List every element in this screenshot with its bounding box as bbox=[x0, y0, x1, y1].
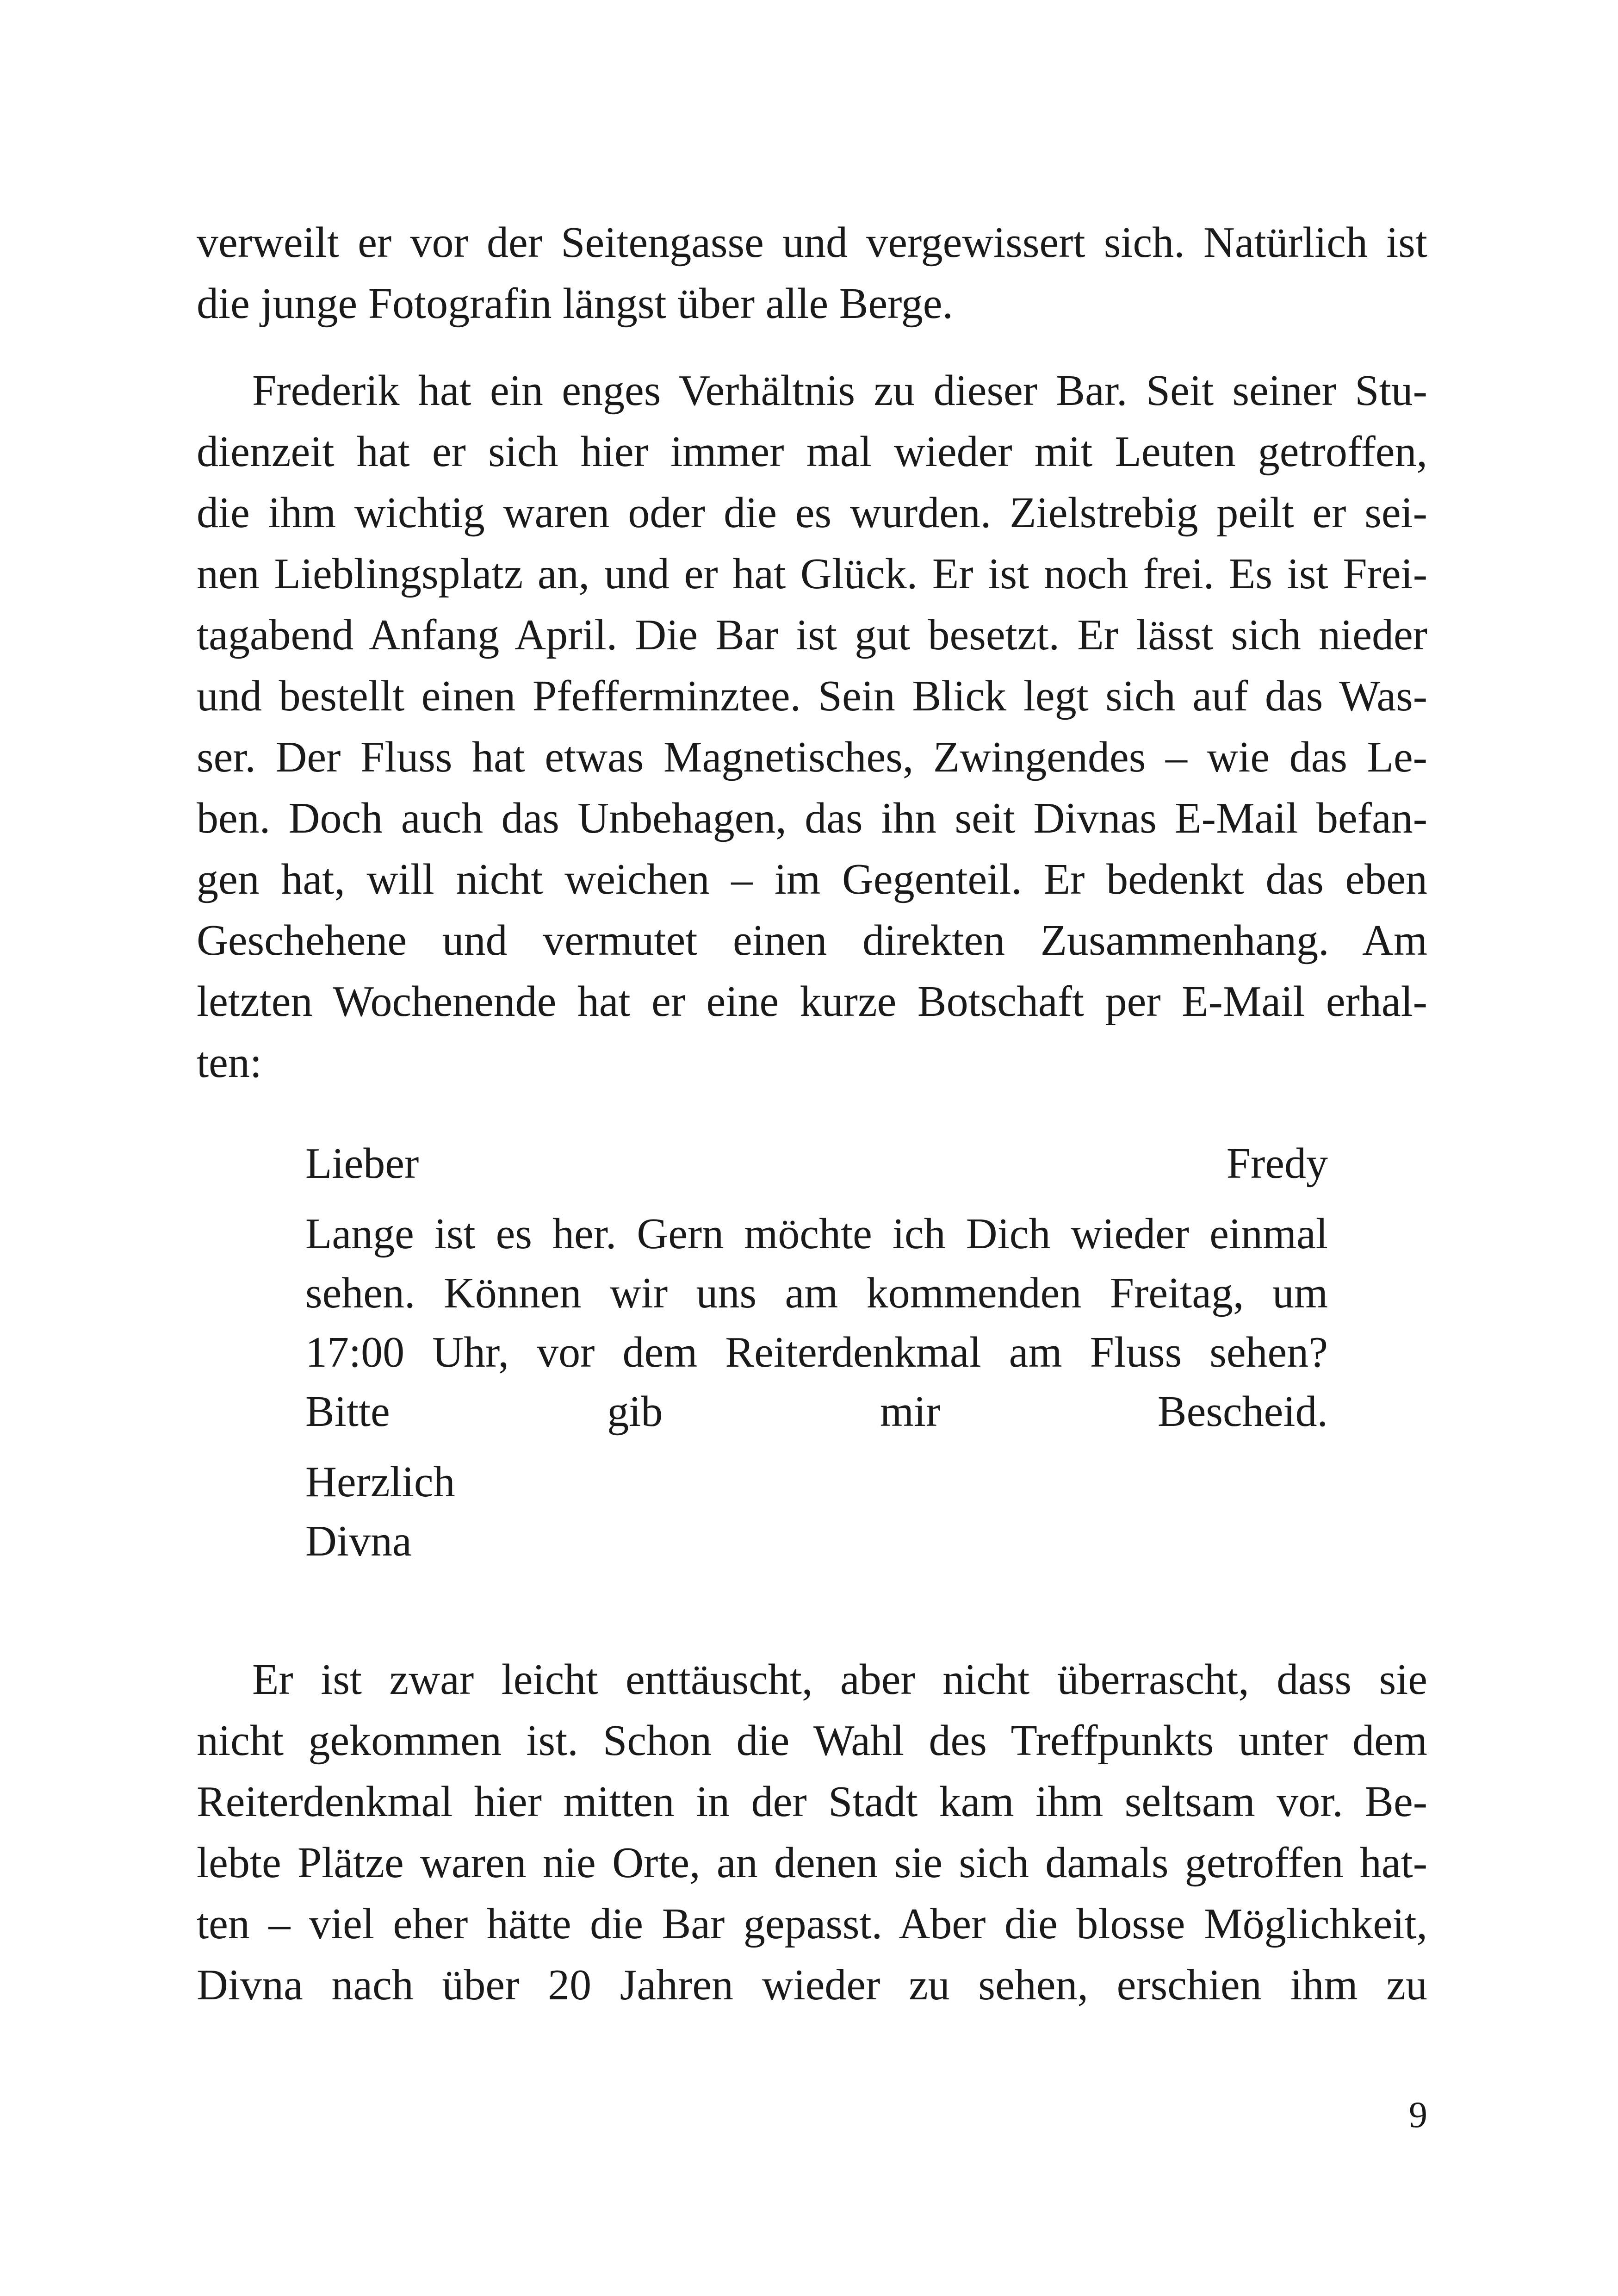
paragraph-1 bbox=[197, 212, 1427, 334]
letter-line: sehen. Können wir uns am kommenden Freitag, um bbox=[305, 1269, 1328, 1317]
text-line: ser. Der Fluss hat etwas Magnetisches, Zwingendes – wie das Le- bbox=[197, 733, 1427, 781]
text-line: nen Lieblingsplatz an, und er hat Glück. Er ist noch frei. Es ist Frei- bbox=[197, 550, 1427, 598]
text-line: gen hat, will nicht weichen – im Gegenteil. Er bedenkt das eben bbox=[197, 855, 1427, 903]
text-line: Reiterdenkmal hier mitten in der Stadt kam ihm seltsam vor. Be- bbox=[197, 1778, 1427, 1826]
text-line: die junge Fotografin längst über alle Berge. bbox=[197, 280, 953, 328]
text-line: ben. Doch auch das Unbehagen, das ihn seit Divnas E-Mail befan- bbox=[197, 794, 1427, 842]
text-line: letzten Wochenende hat er eine kurze Botschaft per E-Mail erhal- bbox=[197, 977, 1427, 1026]
text-line: Geschehene und vermutet einen direkten Zusammenhang. Am bbox=[197, 916, 1427, 964]
text-line: tagabend Anfang April. Die Bar ist gut besetzt. Er lässt sich nieder bbox=[197, 611, 1427, 659]
text-line: dienzeit hat er sich hier immer mal wieder mit Leuten getroffen, bbox=[197, 428, 1427, 476]
letter-salutation: Lieber Fredy bbox=[305, 1139, 1328, 1188]
letter-closing: Herzlich bbox=[305, 1458, 455, 1506]
letter-signature: Divna bbox=[305, 1517, 412, 1565]
text-line: verweilt er vor der Seitengasse und vergewissert sich. Natürlich ist bbox=[197, 218, 1427, 267]
letter-line: Lange ist es her. Gern möchte ich Dich wieder einmal bbox=[305, 1210, 1328, 1258]
text-line: nicht gekommen ist. Schon die Wahl des Treffpunkts unter dem bbox=[197, 1717, 1427, 1765]
paragraph-3 bbox=[197, 1649, 1427, 2016]
text-line: Divna nach über 20 Jahren wieder zu sehen, erschien ihm zu bbox=[197, 1961, 1427, 2009]
text-line: Er ist zwar leicht enttäuscht, aber nicht überrascht, dass sie bbox=[252, 1655, 1427, 1704]
text-line: Frederik hat ein enges Verhältnis zu dieser Bar. Seit seiner Stu- bbox=[252, 367, 1427, 415]
text-line: lebte Plätze waren nie Orte, an denen sie sich damals getroffen hat- bbox=[197, 1839, 1427, 1887]
text-line: die ihm wichtig waren oder die es wurden. Zielstrebig peilt er sei- bbox=[197, 489, 1427, 537]
paragraph-2 bbox=[197, 360, 1427, 1093]
letter-line: Bitte gib mir Bescheid. bbox=[305, 1388, 1328, 1436]
quoted-email bbox=[305, 1134, 1328, 1571]
page-number: 9 bbox=[1409, 2095, 1427, 2135]
text-line: ten: bbox=[197, 1039, 262, 1087]
text-line: ten – viel eher hätte die Bar gepasst. Aber die blosse Möglichkeit, bbox=[197, 1900, 1427, 1948]
text-line: und bestellt einen Pfefferminztee. Sein Blick legt sich auf das Was- bbox=[197, 672, 1427, 720]
letter-line: 17:00 Uhr, vor dem Reiterdenkmal am Fluss sehen? bbox=[305, 1328, 1328, 1376]
